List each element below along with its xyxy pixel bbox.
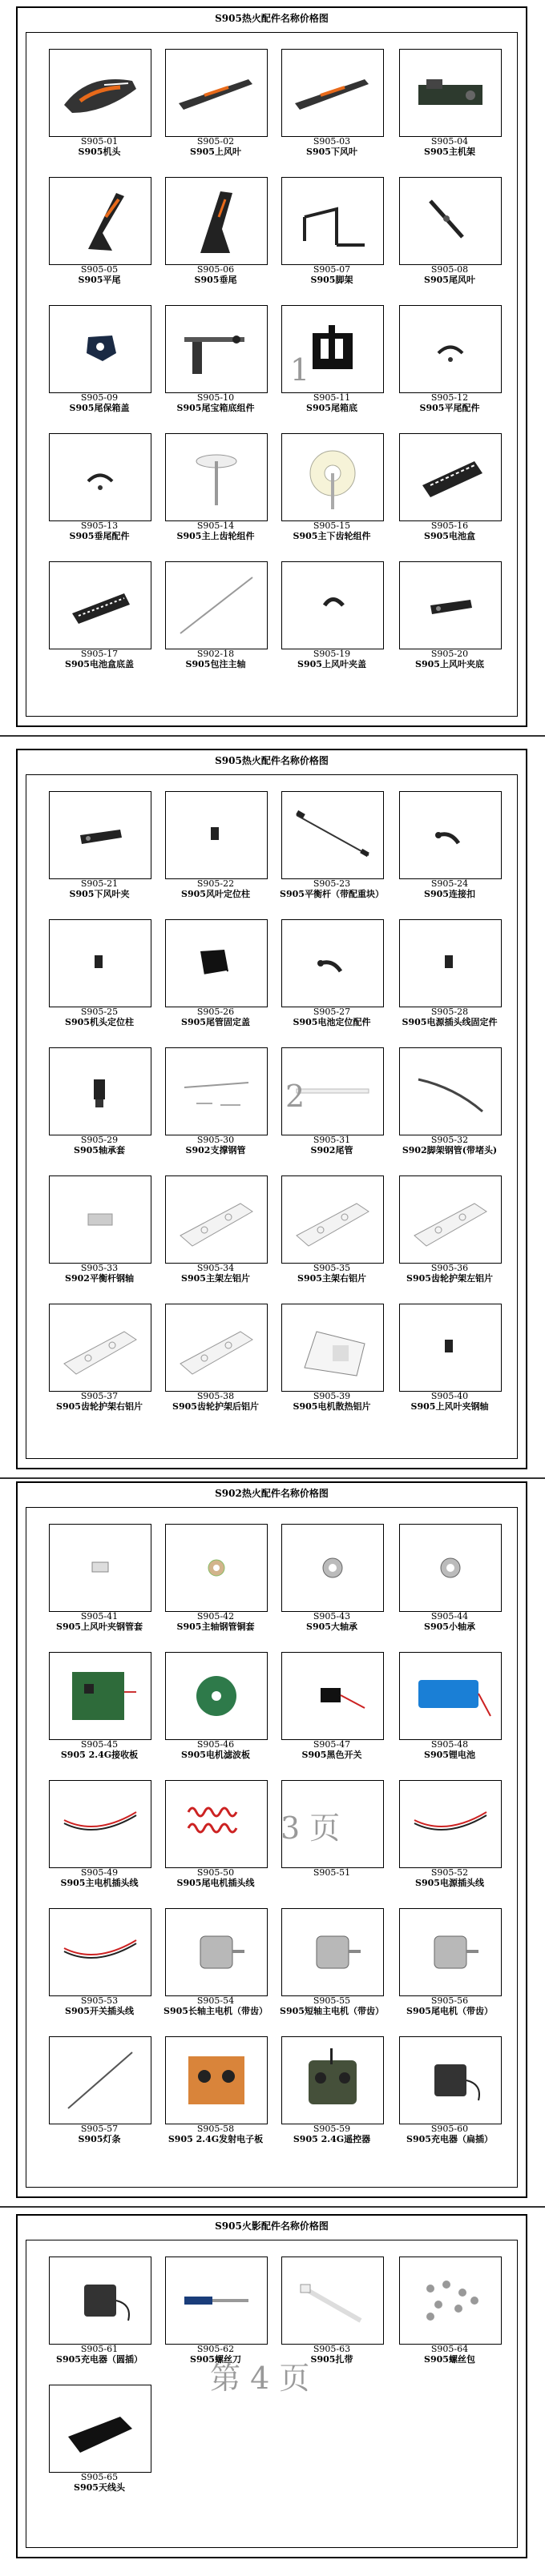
flybar-icon [281,791,384,879]
sheet-title: S905热火配件名称价格图 [215,13,329,24]
cable-icon [49,1908,151,1996]
part-code: S905-60 [430,2124,469,2134]
cable-icon [399,1780,502,1868]
clamp-icon [165,919,268,1007]
part-card [165,1047,268,1156]
part-card [165,1524,268,1633]
part-code: S905-09 [80,392,119,403]
linkage-icon [281,919,384,1007]
gear-icon [281,433,384,521]
small-part-icon [399,919,502,1007]
sleeve-icon [49,1524,151,1612]
part-card [399,1908,502,2017]
part-card [49,2385,151,2494]
linkage-icon [399,791,502,879]
part-card [165,791,268,900]
part-name: S905电源插头线固定件 [402,1017,498,1027]
part-name: S905扎带 [310,2354,353,2365]
part-name: S905主架左铝片 [181,1273,250,1284]
battery-cover-icon [49,561,151,649]
part-name: S905灯条 [78,2134,121,2144]
fitting-icon [399,305,502,393]
remote-control-icon [281,2036,384,2124]
part-code: S905-61 [80,2344,119,2354]
part-card [281,2257,384,2365]
part-name: S905尾电机（带齿） [406,2006,493,2016]
part-card [281,919,384,1028]
bushing-icon [165,1524,268,1612]
part-code: S905-11 [313,392,351,403]
pin-icon [49,1175,151,1264]
part-name: S905上风叶夹底 [415,659,484,669]
cable-icon [49,1780,151,1868]
battery-tray-icon [399,433,502,521]
part-code: S905-52 [430,1867,469,1878]
main-frame-icon [399,49,502,137]
part-code: S905-38 [196,1391,235,1401]
part-code: S905-59 [313,2124,351,2134]
part-card [281,1524,384,1633]
page-divider [0,735,545,737]
part-code: S905-48 [430,1739,469,1750]
catalog-sheet [16,749,527,1469]
part-code: S905-02 [196,136,235,147]
canopy-icon [49,49,151,137]
part-name: S905下风叶夹 [69,889,130,899]
side-plate-icon [165,1304,268,1392]
part-code: S905-57 [80,2124,119,2134]
part-card [49,1780,151,1889]
part-card [165,49,268,158]
catalog-sheet [16,2214,527,2558]
part-name: S905齿轮护架后铝片 [172,1401,259,1412]
part-card [49,919,151,1028]
part-name: S905轴承套 [74,1145,125,1155]
part-code: S905-53 [80,1995,119,2006]
horizontal-tail-icon [49,177,151,265]
part-card [49,2036,151,2145]
rotor-blade-icon [281,49,384,137]
rotor-blade-icon [165,49,268,137]
part-code: S905-51 [313,1867,351,1878]
part-card [165,1652,268,1761]
heatsink-icon [281,1304,384,1392]
part-card [281,791,384,900]
small-part-icon [165,791,268,879]
part-name: S905齿轮护架右铝片 [56,1401,143,1412]
part-code: S905-05 [80,264,119,275]
part-code: S905-04 [430,136,469,147]
sheet-title: S905火影配件名称价格图 [215,2220,329,2232]
part-name: S905平尾 [78,275,121,285]
part-name: S905连接扣 [424,889,475,899]
part-card [49,1047,151,1156]
catalog-sheet [16,6,527,727]
part-name: S905主上齿轮组件 [176,531,255,541]
part-card [165,2036,268,2145]
part-card [49,1908,151,2017]
part-code: S905-17 [80,649,119,659]
part-card [399,49,502,158]
charger-icon [49,2257,151,2345]
part-card [281,177,384,286]
part-name: S905垂尾配件 [69,531,130,541]
part-name: S905尾宝箱底组件 [176,403,255,413]
part-name: S905小轴承 [424,1622,475,1632]
cable-tie-icon [281,2257,384,2345]
part-name: S905短轴主电机（带齿） [280,2006,384,2016]
part-code: S905-44 [430,1611,469,1622]
bearing-sleeve-icon [49,1047,151,1135]
part-name: S905齿轮护架左铝片 [406,1273,493,1284]
part-card [49,433,151,542]
part-card [399,919,502,1028]
part-code: S905-35 [313,1263,351,1273]
part-card [399,1175,502,1284]
blade-grip-icon [49,791,151,879]
side-plate-icon [49,1304,151,1392]
part-card [49,1652,151,1761]
part-code: S905-13 [80,520,119,531]
part-name: S905包注主轴 [185,659,246,669]
catalog-sheet [16,1481,527,2198]
shaft-icon [165,561,268,649]
part-code: S905-31 [313,1135,351,1145]
page-divider [0,1477,545,1479]
part-card [165,919,268,1028]
part-code: S905-25 [80,1007,119,1017]
part-card [49,2257,151,2365]
part-card [281,1175,384,1284]
part-code: S905-06 [196,264,235,275]
part-code: S905-50 [196,1867,235,1878]
part-code: S905-45 [80,1739,119,1750]
part-code: S905-41 [80,1611,119,1622]
motor-icon [281,1908,384,1996]
part-card [281,433,384,542]
part-card [399,1047,502,1156]
part-name: S905长轴主电机（带齿） [164,2006,268,2016]
part-card [399,1780,502,1889]
part-card [49,791,151,900]
part-card [399,2036,502,2145]
part-name: S905主轴钢管铜套 [176,1622,255,1632]
part-card [49,1524,151,1633]
part-card [281,561,384,670]
part-code: S905-54 [196,1995,235,2006]
part-name: S905电池定位配件 [293,1017,371,1027]
part-name: S905下风叶 [306,147,357,157]
part-card [49,1175,151,1284]
part-code: S905-55 [313,1995,351,2006]
part-code: S905-08 [430,264,469,275]
sheet-title: S905热火配件名称价格图 [215,755,329,766]
part-card [165,433,268,542]
part-card [281,1304,384,1413]
part-code: S905-19 [313,649,351,659]
part-code: S905-03 [313,136,351,147]
coiled-cable-icon [165,1780,268,1868]
part-card [49,305,151,414]
part-code: S905-07 [313,264,351,275]
part-name: S905机头 [78,147,121,157]
part-code: S905-34 [196,1263,235,1273]
part-code: S905-21 [80,878,119,889]
part-name: S905充电器（扁插） [406,2134,493,2144]
clip-icon [281,561,384,649]
part-name: S905主下齿轮组件 [293,531,371,541]
part-name: S905黑色开关 [301,1750,362,1760]
side-plate-icon [399,1175,502,1264]
sheet-frame [26,1507,518,2188]
blade-grip-icon [399,561,502,649]
part-card [399,1652,502,1761]
part-name: S905尾电机插头线 [176,1878,255,1888]
page-watermark: 1 [290,352,310,388]
part-card [399,791,502,900]
part-code: S905-28 [430,1007,469,1017]
bearing-icon [281,1524,384,1612]
part-code: S905-62 [196,2344,235,2354]
tail-box-cover-icon [49,305,151,393]
part-name: S905电源插头线 [415,1878,484,1888]
part-name: S905尾管固定盖 [181,1017,250,1027]
part-name: S905平尾配件 [419,403,480,413]
part-code: S905-47 [313,1739,351,1750]
part-name: S905上风叶夹钢轴 [410,1401,489,1412]
part-code: S905-37 [80,1391,119,1401]
part-code: S905-39 [313,1391,351,1401]
circuit-board-icon [49,1652,151,1740]
part-card [399,305,502,414]
part-name: S905螺丝包 [424,2354,475,2365]
fitting-icon [49,433,151,521]
part-code: S905-16 [430,520,469,531]
part-code: S905-01 [80,136,119,147]
screws-icon [399,2257,502,2345]
part-code: S905-43 [313,1611,351,1622]
part-name: S905上风叶 [190,147,241,157]
part-card [399,433,502,542]
part-name: S905 2.4G遥控器 [293,2134,371,2144]
sheet-frame [26,774,518,1459]
part-name: S905上风叶夹钢管套 [56,1622,143,1632]
part-name: S902脚架钢管(带堵头) [402,1145,498,1155]
page-watermark: 第 4 页 [210,2361,310,2396]
part-card [165,1780,268,1889]
part-code: S905-32 [430,1135,469,1145]
part-card [399,1304,502,1413]
part-code: S905-65 [80,2472,119,2482]
part-name: S905电池盒 [424,531,475,541]
charger-icon [399,2036,502,2124]
part-code: S905-64 [430,2344,469,2354]
small-part-icon [49,919,151,1007]
page-divider [0,2206,545,2208]
part-card [165,305,268,414]
part-code: S905-49 [80,1867,119,1878]
part-card [49,1304,151,1413]
part-card [165,2257,268,2365]
part-card [165,561,268,670]
part-name: S902支撑钢管 [185,1145,246,1155]
part-name: S905电机散热铝片 [293,1401,371,1412]
part-code: S905-12 [430,392,469,403]
part-name: S905电池盒底盖 [65,659,134,669]
part-code: S905-22 [196,878,235,889]
part-card [165,1175,268,1284]
battery-icon [399,1652,502,1740]
vertical-tail-icon [165,177,268,265]
part-card [281,1908,384,2017]
sheet-frame [26,32,518,717]
skid-tube-icon [399,1047,502,1135]
part-code: S905-30 [196,1135,235,1145]
transmitter-board-icon [165,2036,268,2124]
part-name: S905锂电池 [424,1750,475,1760]
part-name: S905机头定位柱 [65,1017,134,1027]
light-strip-icon [49,2036,151,2124]
part-name: S902尾管 [310,1145,353,1155]
part-name: S902平衡杆钢轴 [65,1273,134,1284]
part-card [165,177,268,286]
part-code: S905-26 [196,1007,235,1017]
part-name: S905尾箱底 [306,403,357,413]
small-part-icon [399,1304,502,1392]
part-name: S905风叶定位柱 [181,889,250,899]
part-code: S905-20 [430,649,469,659]
part-name: S905大轴承 [306,1622,357,1632]
sheet-title: S902热火配件名称价格图 [215,1488,329,1499]
page-watermark: 3 页 [281,1810,341,1846]
part-code: S905-63 [313,2344,351,2354]
part-card [281,1652,384,1761]
part-name: S905主机架 [424,147,475,157]
part-name: S905尾风叶 [424,275,475,285]
part-name: S905平衡杆（带配重块） [280,889,384,899]
bearing-icon [399,1524,502,1612]
part-name: S905电机滤波板 [181,1750,250,1760]
part-code: S905-33 [80,1263,119,1273]
screwdriver-icon [165,2257,268,2345]
part-card [49,49,151,158]
landing-skid-icon [281,177,384,265]
motor-icon [399,1908,502,1996]
part-name: S905天线头 [74,2482,125,2493]
part-card [165,1908,268,2017]
switch-icon [281,1652,384,1740]
page-watermark: 2 [285,1079,305,1114]
part-name: S905主架右铝片 [297,1273,366,1284]
part-code: S905-36 [430,1263,469,1273]
part-card [281,2036,384,2145]
motor-icon [165,1908,268,1996]
part-name: S905 2.4G接收板 [60,1750,139,1760]
side-plate-icon [165,1175,268,1264]
part-name: S905开关插头线 [65,2006,134,2016]
side-plate-icon [281,1175,384,1264]
part-code: S905-24 [430,878,469,889]
part-code: S905-46 [196,1739,235,1750]
part-name: S905螺丝刀 [190,2354,241,2365]
part-card [49,177,151,286]
part-name: S905脚架 [310,275,353,285]
part-card [399,177,502,286]
part-card [165,1304,268,1413]
part-code: S905-27 [313,1007,351,1017]
part-code: S905-29 [80,1135,119,1145]
part-code: S905-10 [196,392,235,403]
part-code: S905-40 [430,1391,469,1401]
tail-box-assembly-icon [165,305,268,393]
part-name: S905上风叶夹盖 [297,659,366,669]
part-code: S905-56 [430,1995,469,2006]
part-card [399,561,502,670]
part-card [399,2257,502,2365]
part-code: S905-23 [313,878,351,889]
rod-icon [165,1047,268,1135]
part-card [49,561,151,670]
tail-rotor-icon [399,177,502,265]
part-card [281,49,384,158]
part-card [399,1524,502,1633]
part-code: S905-15 [313,520,351,531]
part-code: S905-58 [196,2124,235,2134]
part-name: S905垂尾 [194,275,237,285]
part-code: S902-18 [196,649,235,659]
part-name: S905尾保箱盖 [69,403,130,413]
part-name: S905充电器（圆插） [56,2354,143,2365]
part-code: S905-14 [196,520,235,531]
part-code: S905-42 [196,1611,235,1622]
part-name: S905 2.4G发射电子板 [168,2134,264,2144]
part-name: S905主电机插头线 [60,1878,139,1888]
gear-shaft-icon [165,433,268,521]
antenna-cap-icon [49,2385,151,2473]
filter-board-icon [165,1652,268,1740]
